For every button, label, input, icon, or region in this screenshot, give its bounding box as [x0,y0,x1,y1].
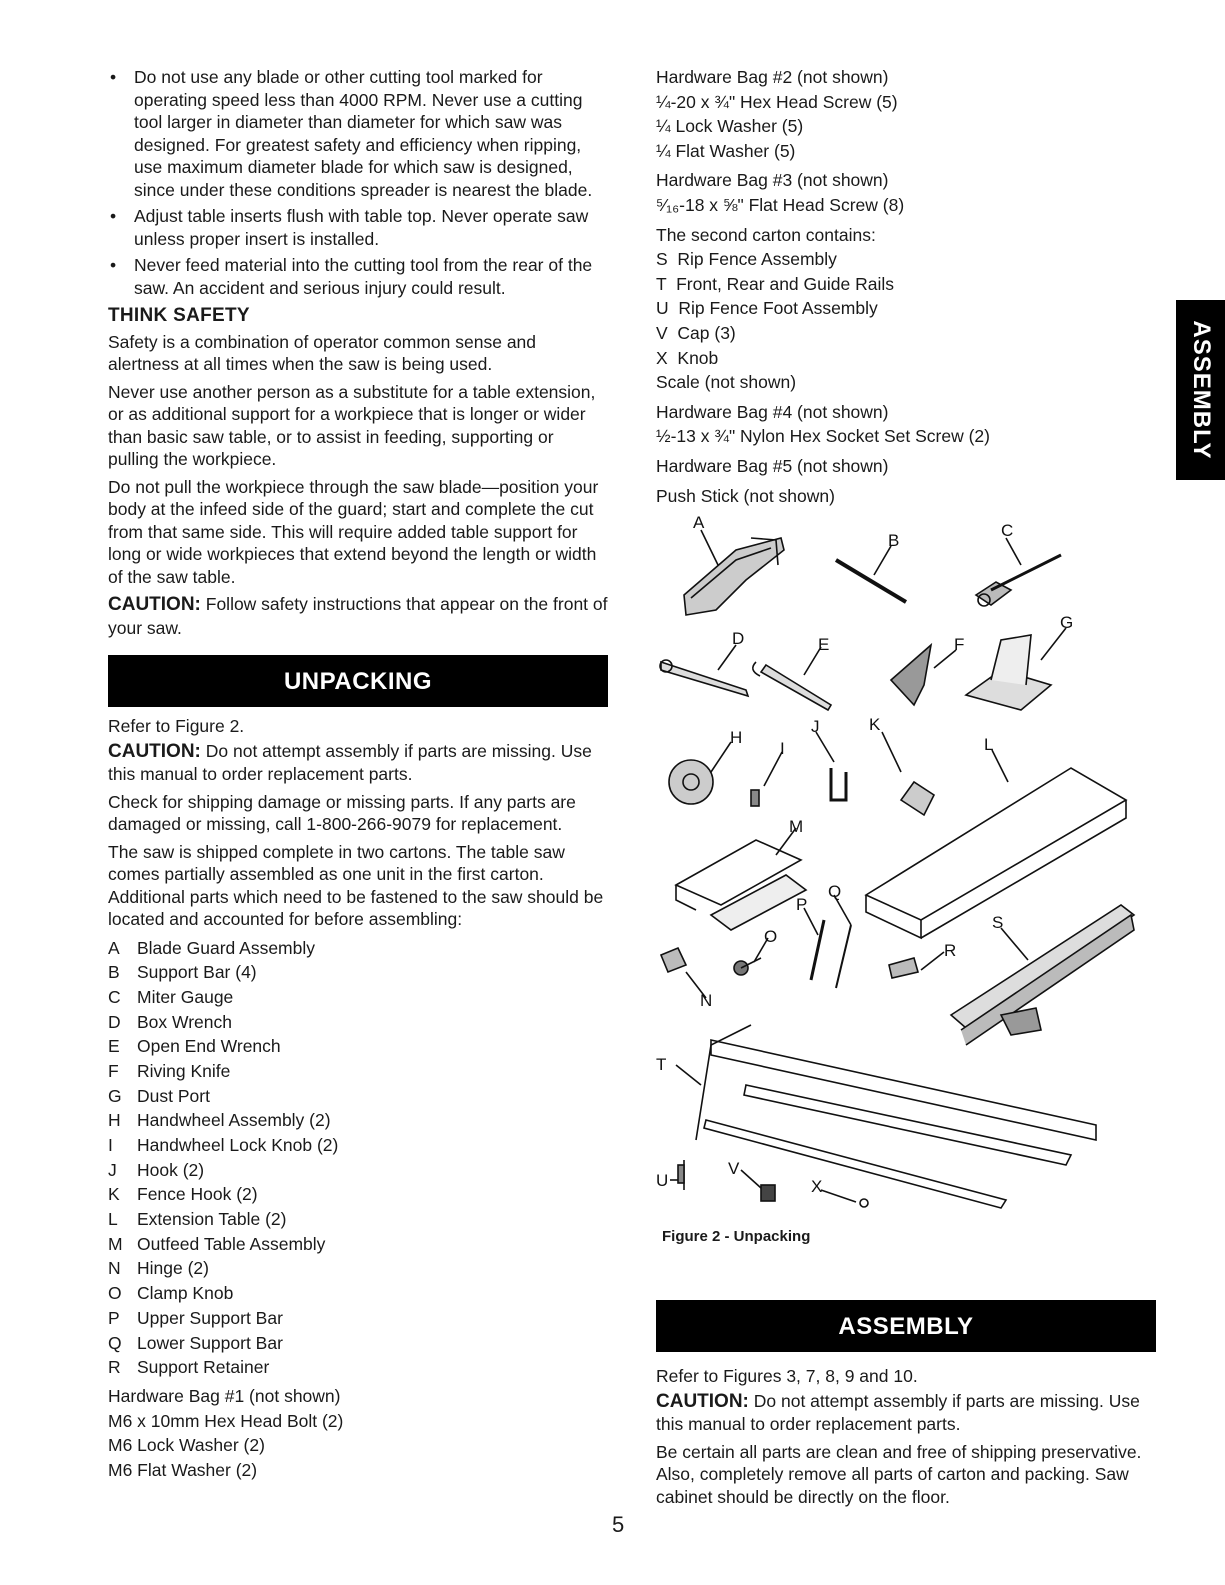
parts-list-item [108,1233,608,1258]
carton-line: T Front, Rear and Guide Rails [656,273,894,294]
figure-label-j: J [811,717,820,736]
safety-bullet: • Do not use any blade or other cutting tool marked for operating speed less than 4000 RPM. Never use a cutting tool larger in diameter than diameter for which saw was designed. For greatest safety and efficiency when ripping, use maximum diameter blade for which saw is designed, since under these conditions spreader is nearest the blade. [108,66,608,201]
rails-illustration [696,1025,1096,1208]
figure-label-m: M [789,817,804,836]
parts-list-item [108,1332,608,1357]
unpacking-paragraph: Check for shipping damage or missing parts. If any parts are damaged or missing, call 1-800-266-9079 for replacement. [108,791,576,834]
think-safety-paragraph: Never use another person as a substitute for a table extension, or as additional support for a workpiece that is longer or wider than basic saw table, or to assist in feeding, supporting or pulling the workpiece. [108,381,596,469]
figure-label-s: S [992,913,1004,932]
parts-list-item [108,961,608,986]
caution-label: CAUTION: [108,740,201,762]
part-key: F [108,1060,119,1081]
part-name: Box Wrench [137,1011,232,1032]
hook-illustration [831,768,846,800]
hardware-line: Hardware Bag #3 (not shown) [656,170,889,191]
unpacking-figure [656,510,1156,1220]
upper-support-bar-illustration [811,920,824,980]
think-safety-paragraph: Do not pull the workpiece through the saw blade—position your body at the infeed side of the guard; start and complete the cut from that same side. This will require added table support for long or wide workpieces that extend beyond the length or width of the saw table. [108,476,599,587]
figure-caption: Figure 2 - Unpacking [662,1228,811,1245]
rip-fence-illustration [951,905,1134,1045]
part-name: Outfeed Table Assembly [137,1233,326,1254]
fence-hook-illustration [901,782,934,815]
parts-list-item [108,986,608,1011]
part-name: Blade Guard Assembly [137,937,316,958]
assembly-section [656,1365,1156,1513]
part-key: J [108,1159,117,1180]
figure-label-i: I [780,739,785,758]
part-name: Riving Knife [137,1060,231,1081]
hardware-line: ¼ Lock Washer (5) [656,116,804,137]
figure-label-p: P [796,895,808,914]
safety-bullet: • Adjust table inserts flush with table top. Never operate saw unless proper insert is installed. [108,205,608,250]
parts-list-item [108,1109,608,1134]
safety-bullet-list [108,66,608,299]
hardware-line: Hardware Bag #4 (not shown) [656,401,889,422]
caution-label: CAUTION: [656,1390,749,1412]
part-key: A [108,937,120,958]
parts-list-item [108,1183,608,1208]
hardware-line: Hardware Bag #1 (not shown) [108,1385,341,1406]
handwheel-illustration [669,760,713,804]
knob-illustration [860,1199,868,1207]
parts-list-item [108,1307,608,1332]
right-column [656,66,1156,509]
side-tab-label: ASSEMBLY [1187,320,1215,460]
figure-label-n: N [700,991,713,1010]
lower-support-bar-illustration [836,925,851,988]
assembly-caution [656,1390,1156,1436]
part-key: E [108,1036,120,1057]
open-end-wrench-illustration [753,662,831,710]
part-key: G [108,1085,122,1106]
box-wrench-illustration [660,660,748,696]
part-key: C [108,986,121,1007]
figure-label-h: H [730,728,743,747]
part-key: K [108,1184,120,1205]
cap-illustration [761,1185,775,1201]
carton-line: The second carton contains: [656,224,876,245]
part-key: D [108,1011,121,1032]
part-key: O [108,1283,122,1304]
part-name: Lower Support Bar [137,1332,283,1353]
parts-list-item [108,937,608,962]
safety-bullet: • Never feed material into the cutting tool from the rear of the saw. An accident and serious injury could result. [108,254,608,299]
part-name: Hook (2) [137,1159,205,1180]
parts-list-item [108,1356,608,1381]
part-name: Open End Wrench [137,1036,281,1057]
carton-line: Scale (not shown) [656,372,797,393]
part-name: Handwheel Assembly (2) [137,1110,331,1131]
hardware-line: M6 x 10mm Hex Head Bolt (2) [108,1410,344,1431]
assembly-banner: ASSEMBLY [656,1300,1156,1352]
figure-label-b: B [888,531,900,550]
parts-list [108,937,608,1381]
blade-guard-illustration [684,538,784,615]
figure-label-e: E [818,635,830,654]
part-key: R [108,1357,121,1378]
hardware-bag-1 [108,1385,608,1484]
part-name: Support Bar (4) [137,962,257,983]
hardware-line: ⁵⁄₁₆-18 x ⅝" Flat Head Screw (8) [656,194,905,215]
figure-label-d: D [732,629,745,648]
part-key: I [108,1135,113,1155]
outfeed-table-illustration [676,840,806,930]
parts-list-item [108,1035,608,1060]
parts-list-item [108,1208,608,1233]
part-name: Miter Gauge [137,986,234,1007]
parts-list-item [108,1011,608,1036]
section-side-tab [1176,300,1225,480]
carton-line: X Knob [656,347,719,368]
hinge-illustration [661,948,686,972]
caution-text: Do not attempt assembly if parts are missing. Use this manual to order replacement parts. [108,740,592,784]
part-name: Dust Port [137,1085,210,1106]
carton-line: S Rip Fence Assembly [656,249,837,270]
carton-line: U Rip Fence Foot Assembly [656,298,878,319]
push-stick: Push Stick (not shown) [656,485,835,506]
unpacking-refer: Refer to Figure 2. [108,716,245,736]
part-name: Upper Support Bar [137,1307,283,1328]
hardware-line: M6 Lock Washer (2) [108,1435,265,1456]
figure-label-o: O [764,927,778,946]
page-number: 5 [612,1512,625,1537]
caution-text: Follow safety instructions that appear on the front of your saw. [108,594,608,638]
caution-label: CAUTION: [108,594,201,615]
hardware-line: Hardware Bag #2 (not shown) [656,67,889,87]
part-key: N [108,1258,121,1279]
unpacking-banner: UNPACKING [108,655,608,707]
part-name: Support Retainer [137,1357,270,1378]
unpacking-paragraph: The saw is shipped complete in two cartons. The table saw comes partially assembled as one unit in the first carton. Additional parts which need to be fastened to the saw should be located and accounted for before assembling: [108,841,604,929]
part-key: H [108,1110,121,1131]
part-key: L [108,1209,118,1230]
parts-list-item [108,1060,608,1085]
miter-gauge-illustration [976,555,1061,606]
part-name: Handwheel Lock Knob (2) [137,1135,339,1155]
part-key: Q [108,1332,122,1353]
support-retainer-illustration [889,958,918,978]
parts-list-item [108,1159,608,1184]
parts-list-item [108,1134,608,1159]
hardware-line: ¼ Flat Washer (5) [656,140,796,161]
carton-line: V Cap (3) [656,322,736,343]
hardware-line: M6 Flat Washer (2) [108,1459,258,1480]
riving-knife-illustration [891,645,931,705]
parts-list-item [108,1085,608,1110]
figure-label-x: X [811,1177,823,1196]
rip-fence-foot-illustration [678,1160,684,1190]
dust-port-illustration [966,635,1051,710]
parts-list-item [108,1257,608,1282]
figure-label-a: A [693,513,705,532]
hardware-bag-2 [656,66,1156,164]
think-safety-heading: THINK SAFETY [108,305,250,326]
figure-label-k: K [869,715,881,734]
clamp-knob-illustration [734,958,761,975]
part-name: Clamp Knob [137,1283,234,1304]
part-key: B [108,962,120,983]
left-column [108,66,608,1484]
unpacking-caution [108,740,608,786]
support-bar-illustration [836,560,906,602]
part-key: P [108,1307,120,1328]
hardware-line: ¼-20 x ¾" Hex Head Screw (5) [656,91,898,112]
part-name: Hinge (2) [137,1258,209,1279]
figure-label-l: L [984,735,994,754]
lock-knob-illustration [751,790,759,806]
second-carton-list [656,224,1156,396]
figure-label-r: R [944,941,957,960]
figure-label-c: C [1001,521,1014,540]
figure-label-f: F [954,635,965,654]
part-name: Extension Table (2) [137,1209,287,1230]
assembly-paragraph: Be certain all parts are clean and free of shipping preservative. Also, completely remove all parts of carton and packing. Saw cabinet should be directly on the floor. [656,1441,1142,1507]
hardware-line: ½-13 x ¾" Nylon Hex Socket Set Screw (2) [656,426,990,447]
hardware-bag-3 [656,169,1156,218]
think-safety-paragraph: Safety is a combination of operator common sense and alertness at all times when the saw is being used. [108,331,537,374]
hardware-bag-4 [656,401,1156,450]
caution-text: Do not attempt assembly if parts are missing. Use this manual to order replacement parts. [656,1390,1140,1434]
figure-label-g: G [1060,613,1074,632]
think-safety-caution [108,593,608,639]
part-key: M [108,1233,123,1254]
figure-label-t: T [656,1055,667,1074]
part-name: Fence Hook (2) [137,1184,258,1205]
parts-list-item [108,1282,608,1307]
hardware-bag-5: Hardware Bag #5 (not shown) [656,455,889,476]
figure-label-v: V [728,1159,740,1178]
assembly-refer: Refer to Figures 3, 7, 8, 9 and 10. [656,1366,918,1386]
figure-label-q: Q [828,882,842,901]
figure-label-u: U [656,1171,669,1190]
